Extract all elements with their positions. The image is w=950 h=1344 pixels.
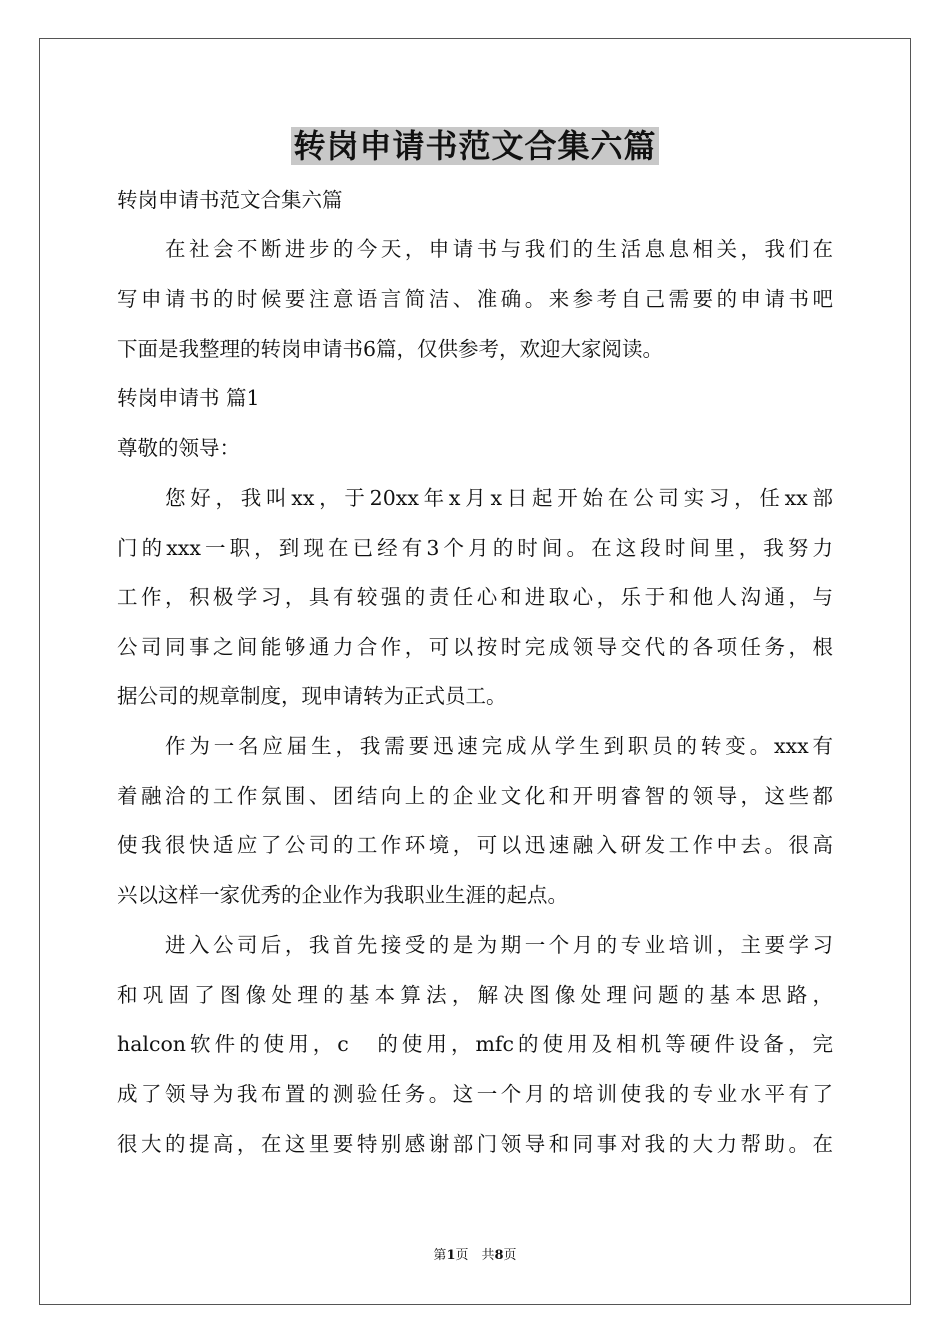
page-footer (0, 1247, 950, 1265)
body-line: 您好，我叫xx，于20xx年x月x日起开始在公司实习，任xx部 (165, 486, 833, 510)
body-line: 门的xxx一职，到现在已经有3个月的时间。在这段时间里，我努力 (117, 536, 833, 560)
body-line: 下面是我整理的转岗申请书6篇，仅供参考，欢迎大家阅读。 (117, 337, 664, 361)
document-subtitle: 转岗申请书范文合集六篇 (117, 188, 343, 212)
document-title (0, 122, 950, 170)
document-title-text: 转岗申请书范文合集六篇 (293, 127, 657, 165)
footer-total-suffix: 页 (503, 1248, 517, 1263)
body-line: 很大的提高，在这里要特别感谢部门领导和同事对我的大力帮助。在 (117, 1132, 833, 1156)
body-line: 成了领导为我布置的测验任务。这一个月的培训使我的专业水平有了 (117, 1082, 833, 1106)
body-line: 据公司的规章制度，现申请转为正式员工。 (117, 684, 507, 708)
page-frame (39, 38, 911, 1305)
body-line: halcon软件的使用，c 的使用，mfc的使用及相机等硬件设备，完 (117, 1032, 833, 1056)
body-line: 公司同事之间能够通力合作，可以按时完成领导交代的各项任务，根 (117, 635, 833, 659)
footer-page-prefix: 第 (433, 1248, 447, 1263)
footer-page-suffix: 页 共 (455, 1248, 495, 1263)
body-line: 在社会不断进步的今天，申请书与我们的生活息息相关，我们在 (165, 237, 833, 261)
salutation: 尊敬的领导： (117, 436, 240, 460)
body-line: 写申请书的时候要注意语言简洁、准确。来参考自己需要的申请书吧 (117, 287, 833, 311)
body-line: 进入公司后，我首先接受的是为期一个月的专业培训，主要学习 (165, 933, 833, 957)
body-line: 使我很快适应了公司的工作环境，可以迅速融入研发工作中去。很高 (117, 833, 833, 857)
body-line: 和巩固了图像处理的基本算法，解决图像处理问题的基本思路， (117, 983, 833, 1007)
body-line: 作为一名应届生，我需要迅速完成从学生到职员的转变。xxx有 (165, 734, 833, 758)
body-line: 兴以这样一家优秀的企业作为我职业生涯的起点。 (117, 883, 568, 907)
body-line: 着融洽的工作氛围、团结向上的企业文化和开明睿智的领导，这些都 (117, 784, 833, 808)
section-heading: 转岗申请书 篇1 (117, 386, 260, 410)
body-line: 工作，积极学习，具有较强的责任心和进取心，乐于和他人沟通，与 (117, 585, 833, 609)
footer-total-pages: 8 (494, 1248, 504, 1263)
footer-page-number: 1 (446, 1248, 456, 1263)
